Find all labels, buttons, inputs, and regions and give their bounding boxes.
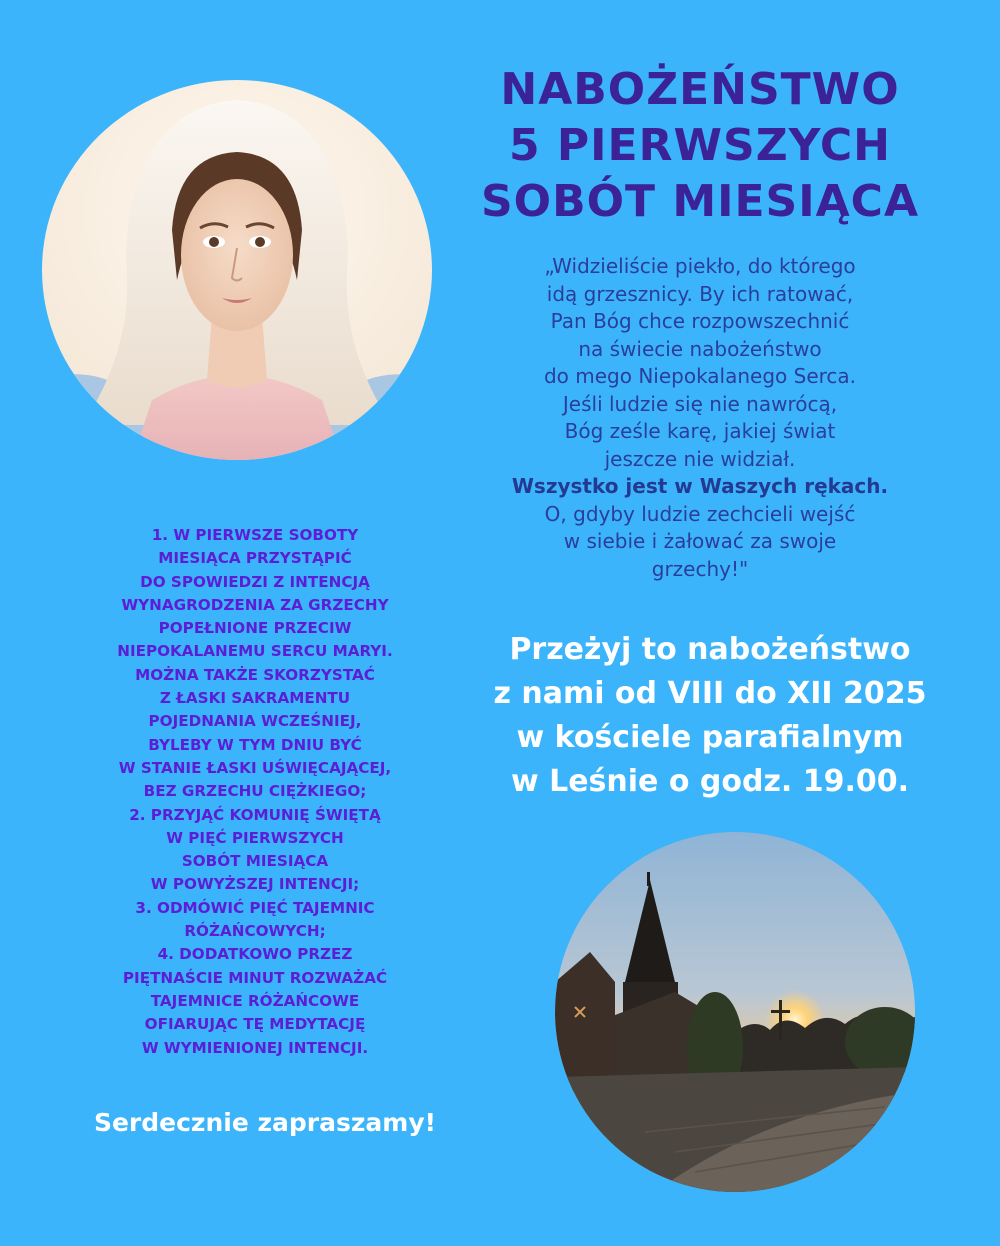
quote-line: Jeśli ludzie się nie nawrócą, xyxy=(562,391,838,416)
fatima-quote xyxy=(470,253,930,583)
step-line: MIESIĄCA PRZYSTĄPIĆ xyxy=(158,549,352,568)
step-line: PIĘTNAŚCIE MINUT ROZWAŻAĆ xyxy=(122,968,388,987)
quote-bold-line: Wszystko jest w Waszych rękach. xyxy=(511,474,889,498)
step-line: 2. PRZYJĄĆ KOMUNIĘ ŚWIĘTĄ xyxy=(129,805,381,824)
step-line: MOŻNA TAKŻE SKORZYSTAĆ xyxy=(135,665,375,684)
invite-line: z nami od VIII do XII 2025 xyxy=(493,676,927,711)
mary-portrait-image xyxy=(42,80,432,460)
invite-line: w kościele parafialnym xyxy=(516,720,904,755)
quote-line: O, gdyby ludzie zechcieli wejść xyxy=(544,501,856,526)
step-line: POPEŁNIONE PRZECIW xyxy=(158,619,352,638)
quote-line: jeszcze nie widział. xyxy=(604,446,796,471)
quote-line: Pan Bóg chce rozpowszechnić xyxy=(550,309,850,333)
step-line: W PIĘĆ PIERWSZYCH xyxy=(166,828,344,847)
church-photo-image xyxy=(555,832,915,1192)
invite-line: Przeżyj to nabożeństwo xyxy=(509,632,911,667)
step-line: W WYMIENIONEJ INTENCJI. xyxy=(141,1038,369,1057)
step-line: W STANIE ŁASKI UŚWIĘCAJĄCEJ, xyxy=(118,758,392,777)
step-line: WYNAGRODZENIA ZA GRZECHY xyxy=(121,595,389,614)
page-title xyxy=(430,62,970,230)
quote-line: na świecie nabożeństwo xyxy=(578,336,822,361)
step-line: NIEPOKALANEMU SERCU MARYI. xyxy=(117,642,393,661)
step-line: W POWYŻSZEJ INTENCJI; xyxy=(150,875,360,894)
step-line: 4. DODATKOWO PRZEZ xyxy=(157,945,353,964)
quote-line: „Widzieliście piekło, do którego xyxy=(544,254,856,278)
step-line: 3. ODMÓWIĆ PIĘĆ TAJEMNIC xyxy=(135,898,375,917)
quote-line: w siebie i żałować za swoje xyxy=(563,529,837,553)
quote-line: idą grzesznicy. By ich ratować, xyxy=(546,281,854,306)
step-line: Z ŁASKI SAKRAMENTU xyxy=(159,689,351,708)
step-line: BYLEBY W TYM DNIU BYĆ xyxy=(148,735,362,754)
title-line: SOBÓT MIESIĄCA xyxy=(480,176,920,227)
step-line: SOBÓT MIESIĄCA xyxy=(181,852,329,871)
invite-line: w Leśnie o godz. 19.00. xyxy=(510,764,910,799)
welcome-text: Serdecznie zapraszamy! xyxy=(93,1108,437,1137)
devotion-steps xyxy=(60,524,450,1060)
step-line: BEZ GRZECHU CIĘŻKIEGO; xyxy=(143,782,367,801)
invitation-text xyxy=(455,628,965,804)
step-line: RÓŻAŃCOWYCH; xyxy=(184,922,326,941)
title-line: NABOŻEŃSTWO xyxy=(500,64,900,115)
step-line: OFIARUJĄC TĘ MEDYTACJĘ xyxy=(144,1015,366,1034)
step-line: TAJEMNICE RÓŻAŃCOWE xyxy=(150,991,360,1010)
quote-line: do mego Niepokalanego Serca. xyxy=(543,364,857,388)
quote-line: grzechy!" xyxy=(651,556,749,581)
step-line: 1. W PIERWSZE SOBOTY xyxy=(151,526,359,544)
step-line: POJEDNANIA WCZEŚNIEJ, xyxy=(148,712,362,731)
quote-line: Bóg ześle karę, jakiej świat xyxy=(564,419,836,443)
title-line: 5 PIERWSZYCH xyxy=(508,120,892,171)
step-line: DO SPOWIEDZI Z INTENCJĄ xyxy=(140,572,370,591)
